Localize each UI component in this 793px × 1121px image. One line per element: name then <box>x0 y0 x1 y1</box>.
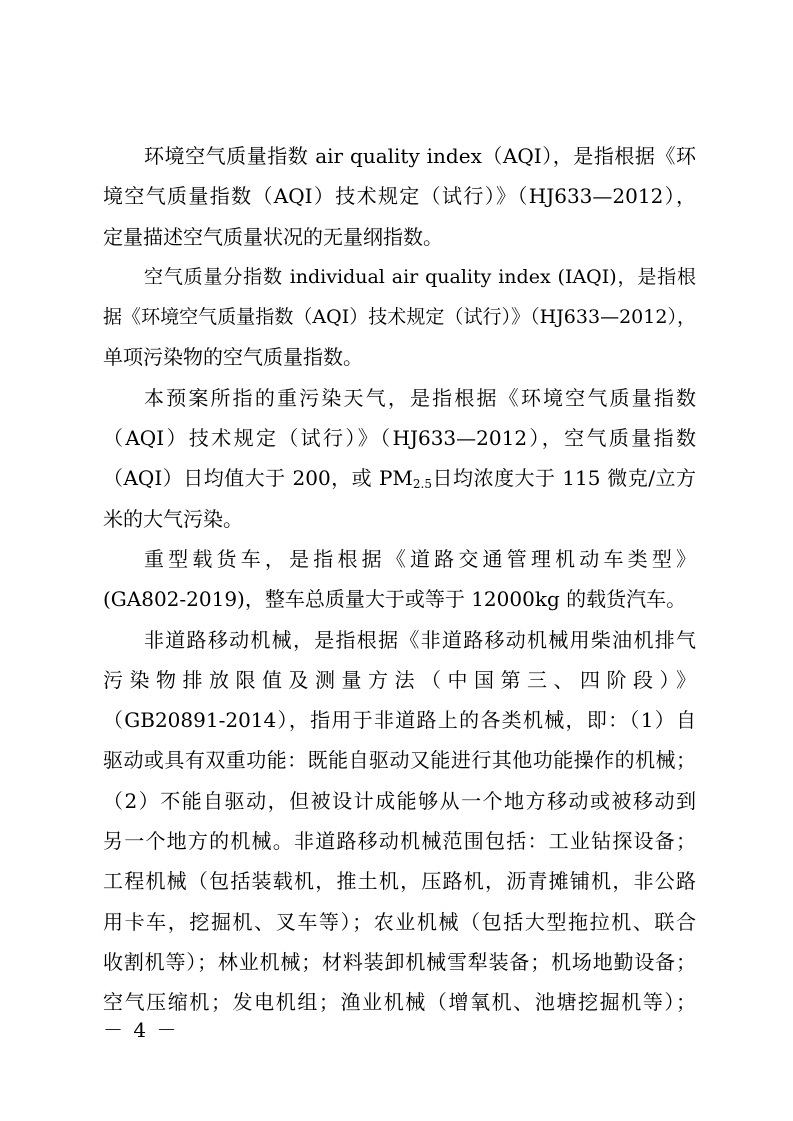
paragraph-5-line-8: 用卡车，挖掘机、叉车等）；农业机械（包括大型拖拉机、联合 <box>103 909 696 934</box>
paragraph-2-line-3: 单项污染物的空气质量指数。 <box>103 345 363 370</box>
pm-subscript: 2.5 <box>412 477 433 492</box>
paragraph-1-line-2: 境空气质量指数（AQI）技术规定（试行）》（HJ633—2012）， <box>103 184 696 209</box>
paragraph-5-line-3: （GB20891-2014），指用于非道路上的各类机械，即：（1）自 <box>103 708 696 733</box>
paragraph-4-line-2: (GA802-2019)，整车总质量大于或等于 12000kg 的载货汽车。 <box>103 587 687 612</box>
paragraph-5-line-7: 工程机械（包括装载机，推土机，压路机，沥青摊铺机，非公路 <box>103 869 696 894</box>
paragraph-5-line-10: 空气压缩机；发电机组；渔业机械（增氧机、池塘挖掘机等）； <box>103 990 696 1015</box>
page-number: － 4 － <box>103 1018 179 1042</box>
paragraph-3-line-1: 本预案所指的重污染天气，是指根据《环境空气质量指数 <box>144 385 696 410</box>
paragraph-3-line-3 <box>103 462 696 495</box>
pm-prefix-text: （AQI）日均值大于 200，或 PM <box>103 466 413 491</box>
paragraph-5-line-1: 非道路移动机械，是指根据《非道路移动机械用柴油机排气 <box>144 627 696 652</box>
paragraph-2-line-2: 据《环境空气质量指数（AQI）技术规定（试行）》（HJ633—2012）， <box>103 306 696 329</box>
paragraph-2-line-1: 空气质量分指数 individual air quality index (IAQI)，是指根 <box>144 265 696 288</box>
paragraph-5-line-5: （2）不能自驱动，但被设计成能够从一个地方移动或被移动到 <box>103 788 696 813</box>
pm-suffix-text: 日均浓度大于 115 微克/立方 <box>432 466 696 491</box>
paragraph-5-line-4: 驱动或具有双重功能：既能自驱动又能进行其他功能操作的机械； <box>103 748 696 773</box>
paragraph-3-line-4: 米的大气污染。 <box>103 506 243 531</box>
paragraph-5-line-2: 污染物排放限值及测量方法（中国第三、四阶段）》 <box>103 667 696 692</box>
paragraph-5-line-6: 另一个地方的机械。非道路移动机械范围包括：工业钻探设备； <box>103 829 696 854</box>
paragraph-1-line-3: 定量描述空气质量状况的无量纲指数。 <box>103 224 443 249</box>
paragraph-5-line-9: 收割机等）；林业机械；材料装卸机械雪犁装备；机场地勤设备； <box>103 949 696 974</box>
document-body <box>103 140 696 1027</box>
paragraph-4-line-1: 重型载货车，是指根据《道路交通管理机动车类型》 <box>144 546 696 571</box>
paragraph-3-line-2: （AQI）技术规定（试行）》（HJ633—2012），空气质量指数 <box>103 426 696 451</box>
paragraph-1-line-1: 环境空气质量指数 air quality index（AQI），是指根据《环 <box>144 144 696 168</box>
